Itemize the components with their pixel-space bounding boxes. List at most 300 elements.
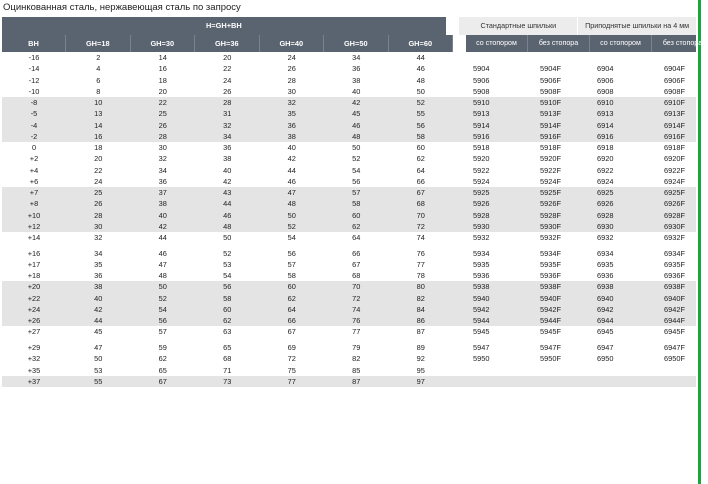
std-without-stopper-cell: 5945F [540,327,561,337]
gh-cell: 72 [287,354,296,364]
gh-cell: 25 [94,188,103,197]
gh-cell: 50 [158,282,167,292]
gap-cell [453,198,466,209]
gh-cell: 42 [287,154,296,164]
table-row [2,108,696,119]
gh-cell: 16 [158,64,167,74]
raised-with-stopper-cell: 6908 [597,86,614,96]
stud-size-table [2,17,703,387]
gap-cell [453,97,466,108]
table-row [2,342,696,353]
raised-without-stopper-cell: 6908F [664,86,685,96]
table-row [2,304,696,315]
gh-cell: 64 [352,233,361,242]
gh-cell: 14 [158,53,167,62]
gh-cell: 50 [416,86,425,96]
raised-without-stopper-cell: 6928F [664,210,685,220]
gh-cell: 46 [287,176,296,186]
raised-with-stopper-cell [590,376,652,387]
gh-cell: 45 [352,109,361,119]
gh-cell: 64 [416,165,425,175]
gh-cell: 20 [223,53,232,62]
gh-cell: 58 [352,199,361,209]
std-with-stopper-cell: 5925 [473,188,490,197]
col-header-std-with-stopper: со стопором [466,35,528,52]
table-row [2,376,696,387]
gh-cell: 52 [352,154,361,164]
gh-cell: 68 [416,199,425,209]
std-without-stopper-cell: 5908F [540,86,561,96]
std-with-stopper-cell: 5920 [473,154,490,164]
gap-cell [453,165,466,176]
gh-cell: 65 [223,343,232,353]
header-row-top [2,17,696,35]
header-row-columns [2,35,703,52]
table-caption: Оцинкованная сталь, нержавеющая сталь по запросу [3,2,241,13]
table-row [2,270,696,281]
bh-cell: +6 [29,176,39,186]
std-without-stopper-cell: 5920F [540,154,561,164]
std-without-stopper-cell [528,365,590,376]
std-without-stopper-cell: 5904F [540,64,561,74]
gh-cell: 13 [94,109,103,119]
bh-cell: +12 [27,221,41,231]
raised-without-stopper-cell: 6935F [664,259,685,269]
gh-cell: 67 [158,376,167,386]
gh-cell: 62 [287,293,296,303]
gap-cell [453,187,466,198]
gh-cell: 52 [223,248,232,258]
std-without-stopper-cell: 5936F [540,271,561,281]
gap-cell [453,52,466,63]
gh-cell: 45 [94,327,103,337]
gh-cell: 26 [223,86,232,96]
gh-cell: 58 [416,131,425,141]
gh-cell: 62 [223,316,232,326]
gap-cell [453,365,466,376]
raised-without-stopper-cell: 6925F [664,188,685,197]
std-with-stopper-cell: 5926 [473,199,490,209]
raised-without-stopper-cell: 6940F [664,293,685,303]
raised-with-stopper-cell: 6950 [597,354,614,364]
bh-cell: -2 [30,131,38,141]
raised-with-stopper-cell [590,365,652,376]
std-with-stopper-cell: 5918 [473,143,490,152]
gh-cell: 72 [416,221,425,231]
gh-cell: 54 [223,271,232,281]
raised-with-stopper-cell [590,52,652,63]
gh-cell: 31 [223,109,232,119]
gh-cell: 66 [287,316,296,326]
gh-cell: 6 [96,75,101,85]
raised-with-stopper-cell: 6947 [597,343,614,353]
gh-cell: 69 [287,343,296,353]
gh-cell: 26 [287,64,296,74]
std-without-stopper-cell: 5940F [540,293,561,303]
raised-without-stopper-cell: 6926F [664,199,685,209]
std-with-stopper-cell: 5910 [473,98,490,107]
gh-cell: 8 [96,86,101,96]
std-without-stopper-cell: 5918F [540,143,561,152]
gh-cell: 28 [223,98,232,107]
gap-cell [453,120,466,131]
bh-cell: +14 [27,233,41,242]
gh-cell: 68 [352,271,361,281]
gh-cell: 35 [287,109,296,119]
bh-cell: +22 [27,293,41,303]
raised-with-stopper-cell: 6945 [597,327,614,337]
gh-cell: 70 [352,282,361,292]
gh-cell: 2 [96,53,101,62]
std-with-stopper-cell: 5906 [473,75,490,85]
table-row [2,131,696,142]
raised-with-stopper-cell: 6922 [597,165,614,175]
gh-cell: 38 [287,131,296,141]
gh-cell: 53 [94,365,103,375]
raised-with-stopper-cell: 6906 [597,75,614,85]
gap-cell [453,63,466,74]
gh-cell: 56 [223,282,232,292]
table-row [2,232,696,248]
gh-cell: 62 [352,221,361,231]
gh-cell: 30 [158,143,167,152]
raised-with-stopper-cell: 6935 [597,259,614,269]
gh-cell: 77 [287,376,296,386]
gh-cell: 86 [416,316,425,326]
gh-cell: 30 [94,221,103,231]
bh-cell: -5 [30,109,38,119]
std-with-stopper-cell: 5947 [473,343,490,353]
std-without-stopper-cell [528,52,590,63]
raised-without-stopper-cell: 6945F [664,327,685,337]
gh-cell: 44 [287,165,296,175]
gh-cell: 52 [158,293,167,303]
gh-cell: 57 [158,327,167,337]
std-without-stopper-cell: 5947F [540,343,561,353]
raised-with-stopper-cell: 6920 [597,154,614,164]
gh-cell: 87 [416,327,425,337]
raised-without-stopper-cell: 6944F [664,316,685,326]
gh-cell: 55 [94,376,103,386]
std-without-stopper-cell: 5944F [540,316,561,326]
raised-with-stopper-cell: 6936 [597,271,614,281]
gap-cell [453,108,466,119]
standard-studs-header: Стандартные шпильки [458,17,577,35]
gh-cell: 58 [287,271,296,281]
gh-cell: 77 [352,327,361,337]
gh-cell: 70 [416,210,425,220]
gh-cell: 56 [352,176,361,186]
gap-cell [453,259,466,270]
gh-cell: 53 [223,259,232,269]
gh-cell: 48 [352,131,361,141]
gh-cell: 32 [158,154,167,164]
gh-cell: 32 [287,98,296,107]
gap-cell [453,153,466,164]
raised-without-stopper-cell: 6938F [664,282,685,292]
gh-cell: 56 [416,120,425,130]
std-with-stopper-cell: 5936 [473,271,490,281]
gh-cell: 38 [223,154,232,164]
gap-cell [453,326,466,342]
std-without-stopper-cell: 5906F [540,75,561,85]
std-without-stopper-cell: 5926F [540,199,561,209]
gh-cell: 36 [158,176,167,186]
gh-cell: 47 [287,188,296,197]
gh-cell: 24 [94,176,103,186]
bh-cell: -16 [28,53,40,62]
raised-without-stopper-cell: 6906F [664,75,685,85]
table-row [2,75,696,86]
gh-cell: 50 [94,354,103,364]
gh-cell: 48 [287,199,296,209]
raised-without-stopper-cell: 6930F [664,221,685,231]
table-row [2,315,696,326]
gh-cell: 67 [416,188,425,197]
gh-cell: 58 [223,293,232,303]
std-with-stopper-cell: 5942 [473,304,490,314]
gh-cell: 14 [94,120,103,130]
std-with-stopper-cell: 5914 [473,120,490,130]
std-without-stopper-cell: 5938F [540,282,561,292]
raised-without-stopper-cell: 6942F [664,304,685,314]
raised-with-stopper-cell: 6944 [597,316,614,326]
gh-cell: 40 [158,210,167,220]
gh-cell: 87 [352,376,361,386]
gap-cell [453,304,466,315]
gh-cell: 44 [416,53,425,62]
std-with-stopper-cell: 5930 [473,221,490,231]
gh-cell: 16 [94,131,103,141]
bh-cell: +8 [29,199,39,209]
gh-cell: 42 [158,221,167,231]
table-row [2,63,696,74]
raised-with-stopper-cell: 6924 [597,176,614,186]
gh-cell: 4 [96,64,101,74]
col-header-std-without-stopper: без стопора [528,35,590,52]
gh-cell: 68 [223,354,232,364]
col-header-gh36: GH=36 [195,35,260,52]
std-without-stopper-cell [528,376,590,387]
header-gap [446,17,459,35]
raised-without-stopper-cell: 6904F [664,64,685,74]
gh-cell: 74 [352,304,361,314]
std-with-stopper-cell: 5944 [473,316,490,326]
gap-cell [453,75,466,86]
gh-cell: 62 [158,354,167,364]
raised-with-stopper-cell: 6914 [597,120,614,130]
gh-cell: 28 [287,75,296,85]
std-without-stopper-cell: 5924F [540,176,561,186]
std-without-stopper-cell: 5930F [540,221,561,231]
raised-without-stopper-cell: 6918F [664,143,685,152]
gh-cell: 18 [158,75,167,85]
bh-cell: +2 [29,154,39,164]
bh-cell: +27 [27,327,41,337]
bh-cell: +17 [27,259,41,269]
raised-with-stopper-cell: 6918 [597,143,614,152]
std-without-stopper-cell: 5928F [540,210,561,220]
gh-cell: 79 [352,343,361,353]
std-without-stopper-cell: 5910F [540,98,561,107]
gh-cell: 40 [352,86,361,96]
std-with-stopper-cell: 5908 [473,86,490,96]
std-with-stopper-cell: 5950 [473,354,490,364]
gh-cell: 67 [287,327,296,337]
std-with-stopper-cell: 5934 [473,248,490,258]
std-without-stopper-cell: 5942F [540,304,561,314]
gh-cell: 52 [416,98,425,107]
raised-with-stopper-cell: 6942 [597,304,614,314]
gh-cell: 40 [223,165,232,175]
gh-cell: 38 [158,199,167,209]
raised-with-stopper-cell: 6938 [597,282,614,292]
gh-cell: 76 [416,248,425,258]
gh-cell: 44 [94,316,103,326]
gh-cell: 67 [352,259,361,269]
gh-cell: 10 [94,98,103,107]
table-body [2,52,696,387]
raised-without-stopper-cell: 6924F [664,176,685,186]
gh-cell: 47 [158,259,167,269]
gh-cell: 34 [94,248,103,258]
gh-cell: 47 [94,343,103,353]
col-header-gh30: GH=30 [131,35,196,52]
gap-cell [453,270,466,281]
gap-cell [453,293,466,304]
gh-cell: 37 [158,188,167,197]
table-row [2,187,696,198]
std-with-stopper-cell: 5935 [473,259,490,269]
gh-cell: 34 [158,165,167,175]
table-row [2,353,696,364]
raised-without-stopper-cell [652,365,708,376]
bh-cell: +24 [27,304,41,314]
gh-cell: 20 [158,86,167,96]
std-with-stopper-cell: 5938 [473,282,490,292]
gh-cell: 36 [287,120,296,130]
raised-with-stopper-cell: 6925 [597,188,614,197]
gh-cell: 60 [352,210,361,220]
gh-cell: 42 [94,304,103,314]
gh-cell: 22 [158,98,167,107]
bh-cell: -10 [28,86,40,96]
gap-cell [453,232,466,248]
gh-cell: 20 [94,154,103,164]
gh-cell: 75 [287,365,296,375]
gh-cell: 50 [352,143,361,152]
gh-cell: 34 [223,131,232,141]
gh-cell: 48 [416,75,425,85]
gh-cell: 57 [287,259,296,269]
gap-cell [453,221,466,232]
gh-cell: 46 [352,120,361,130]
bh-cell: +20 [27,282,41,292]
raised-without-stopper-cell: 6913F [664,109,685,119]
gap-cell [453,131,466,142]
gh-cell: 25 [158,109,167,119]
gh-cell: 28 [94,210,103,220]
std-without-stopper-cell: 5950F [540,354,561,364]
std-with-stopper-cell: 5928 [473,210,490,220]
gh-cell: 56 [287,248,296,258]
gh-cell: 74 [416,233,425,242]
gh-cell: 63 [223,327,232,337]
gh-cell: 92 [416,354,425,364]
gap-cell [453,342,466,353]
std-with-stopper-cell [466,376,528,387]
bh-cell: +32 [27,354,41,364]
gh-cell: 64 [287,304,296,314]
table-row [2,97,696,108]
raised-with-stopper-cell: 6910 [597,98,614,107]
raised-with-stopper-cell: 6916 [597,131,614,141]
gh-cell: 24 [223,75,232,85]
bh-cell: 0 [31,143,37,152]
table-row [2,221,696,232]
std-without-stopper-cell: 5914F [540,120,561,130]
table-row [2,365,696,376]
gh-cell: 97 [416,376,425,386]
table-row [2,198,696,209]
std-with-stopper-cell: 5924 [473,176,490,186]
gh-cell: 54 [352,165,361,175]
gh-cell: 89 [416,343,425,353]
std-with-stopper-cell: 5940 [473,293,490,303]
raised-without-stopper-cell [652,376,708,387]
gh-cell: 50 [223,233,232,242]
table-row [2,86,696,97]
raised-with-stopper-cell: 6928 [597,210,614,220]
table-row [2,165,696,176]
gh-cell: 60 [416,143,425,152]
table-row [2,259,696,270]
gh-cell: 44 [223,199,232,209]
gh-cell: 66 [416,176,425,186]
gh-cell: 44 [158,233,167,242]
gap-cell [453,86,466,97]
gh-cell: 85 [352,365,361,375]
gh-cell: 26 [158,120,167,130]
gh-cell: 73 [223,376,232,386]
gh-cell: 30 [287,86,296,96]
col-header-bh: BH [2,35,66,52]
table-row [2,326,696,342]
col-header-gh40: GH=40 [260,35,325,52]
raised-without-stopper-cell [652,52,708,63]
bh-cell: +29 [27,343,41,353]
gh-cell: 82 [416,293,425,303]
gh-cell: 54 [287,233,296,242]
raised-with-stopper-cell: 6913 [597,109,614,119]
raised-without-stopper-cell: 6947F [664,343,685,353]
col-header-gh50: GH=50 [324,35,389,52]
raised-without-stopper-cell: 6914F [664,120,685,130]
std-with-stopper-cell: 5922 [473,165,490,175]
gh-cell: 84 [416,304,425,314]
gap-cell [453,176,466,187]
std-with-stopper-cell: 5916 [473,131,490,141]
gh-cell: 59 [158,343,167,353]
gap-cell [453,281,466,292]
std-without-stopper-cell: 5922F [540,165,561,175]
table-row [2,248,696,259]
std-without-stopper-cell: 5935F [540,259,561,269]
table-row [2,293,696,304]
gh-cell: 66 [352,248,361,258]
std-with-stopper-cell: 5945 [473,327,490,337]
gh-cell: 60 [287,282,296,292]
